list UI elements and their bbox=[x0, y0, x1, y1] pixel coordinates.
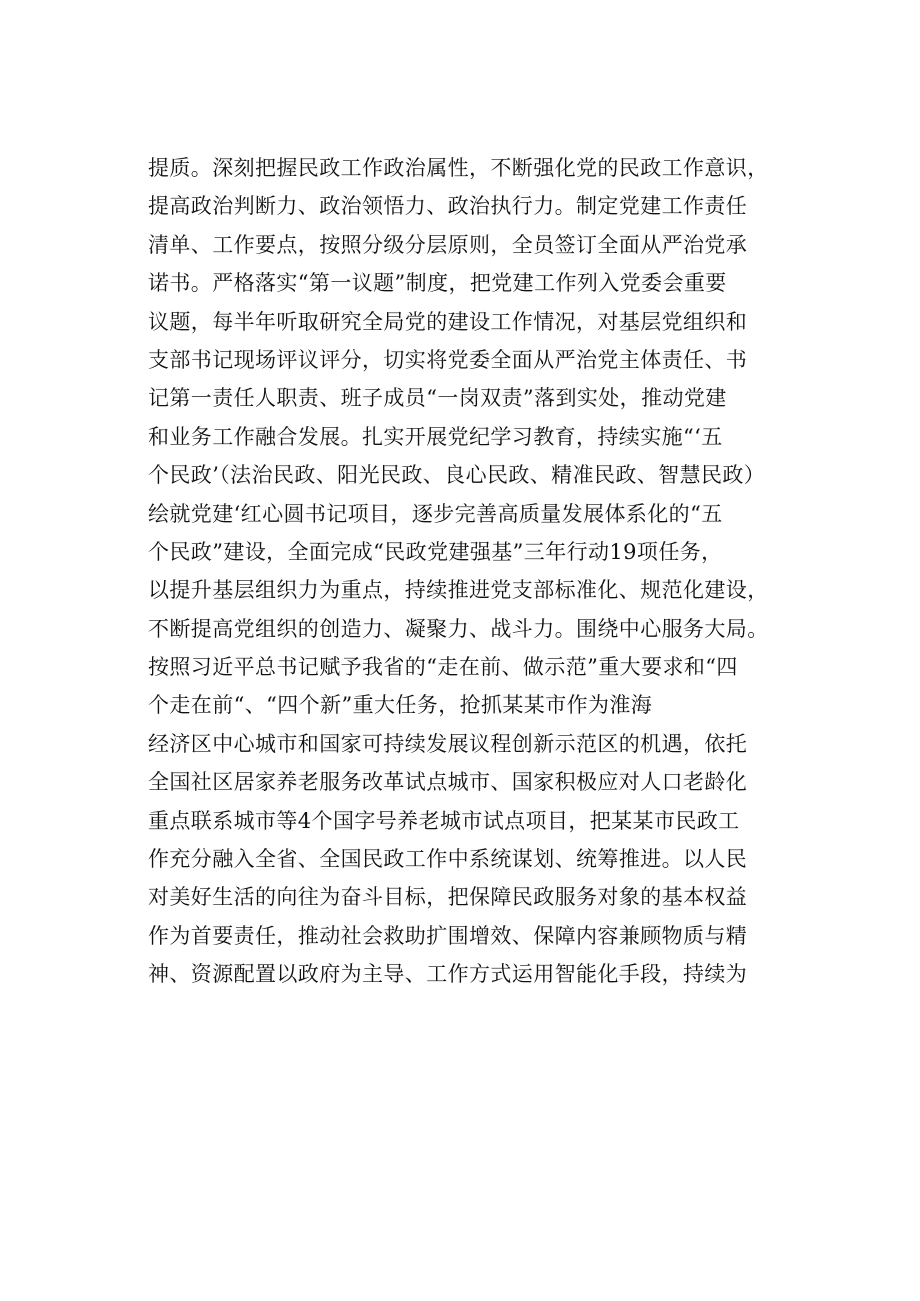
text-line: 经济区中心城市和国家可持续发展议程创新示范区的机遇，依托 bbox=[148, 731, 748, 756]
text-line: 清单、工作要点，按照分级分层原则，全员签订全面从严治党承 bbox=[148, 232, 748, 257]
body-text bbox=[148, 158, 808, 1003]
text-line: 按照习近平总书记赋予我省的“走在前、做示范”重大要求和“四 bbox=[148, 655, 738, 680]
text-line: 诺书。严格落实“第一议题”制度，把党建工作列入党委会重要 bbox=[148, 271, 727, 296]
text-line: 作充分融入全省、全国民政工作中系统谋划、统筹推进。以人民 bbox=[148, 847, 748, 872]
text-line: 作为首要责任，推动社会救助扩围增效、保障内容兼顾物质与精 bbox=[148, 923, 748, 948]
text-line: 提质。深刻把握民政工作政治属性，不断强化党的民政工作意识， bbox=[148, 156, 769, 180]
text-line: 对美好生活的向往为奋斗目标，把保障民政服务对象的基本权益 bbox=[148, 885, 748, 910]
text-line: 神、资源配置以政府为主导、工作方式运用智能化手段，持续为 bbox=[148, 962, 748, 987]
text-line: 绘就党建‘红心圆书记项目，逐步完善高质量发展体系化的“五 bbox=[148, 501, 723, 526]
text-line: 不断提高党组织的创造力、凝聚力、战斗力。围绕中心服务大局。 bbox=[148, 616, 769, 641]
text-line: 支部书记现场评议评分，切实将党委全面从严治党主体责任、书 bbox=[148, 347, 748, 372]
text-line: 个民政’（法治民政、阳光民政、良心民政、精准民政、智慧民政） bbox=[148, 463, 766, 488]
text-line: 和业务工作融合发展。扎实开展党纪学习教育，持续实施“‘五 bbox=[148, 424, 723, 449]
text-line: 记第一责任人职责、班子成员“一岗双责”落到实处，推动党建 bbox=[148, 386, 727, 411]
text-line: 个民政”建设，全面完成“民政党建强基”三年行动19项任务， bbox=[148, 539, 723, 564]
text-line: 以提升基层组织力为重点，持续推进党支部标准化、规范化建设， bbox=[148, 578, 769, 603]
text-line: 重点联系城市等4个国字号养老城市试点项目，把某某市民政工 bbox=[148, 808, 740, 833]
text-line: 议题，每半年听取研究全局党的建设工作情况，对基层党组织和 bbox=[148, 309, 748, 334]
text-line: 提高政治判断力、政治领悟力、政治执行力。制定党建工作责任 bbox=[148, 194, 748, 219]
text-line: 全国社区居家养老服务改革试点城市、国家积极应对人口老龄化 bbox=[148, 770, 748, 795]
text-line: 个走在前“、“四个新”重大任务，抢抓某某市作为淮海 bbox=[148, 693, 653, 718]
